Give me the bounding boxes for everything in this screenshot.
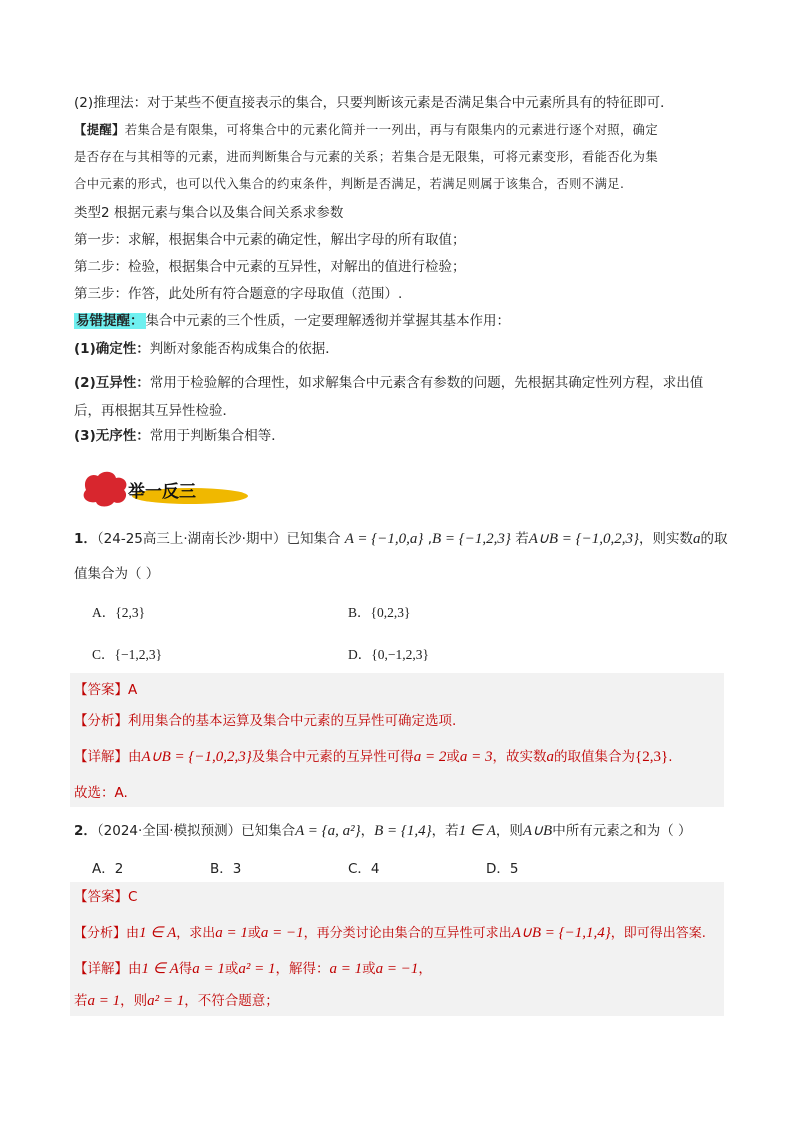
q2-detail-or: 或 [224,961,239,977]
q2-set-b: B = {1,4} [374,823,432,839]
q2-detail [74,960,432,978]
q1-number: 1． [74,531,97,547]
banner-blob-icon [84,472,127,507]
q1-analysis [74,712,456,730]
banner-title: 举一反三 [128,482,196,502]
q1-detail-eq1: a = 2 [413,749,447,765]
q1-stem-cont: 值集合为（ ） [74,566,160,582]
q1-choose: 故选：A. [74,785,128,801]
q1-cond-post: ，则实数 [639,531,693,547]
tip-line-3: 合中元素的形式，也可以代入集合的约束条件，判断是否满足，若满足则属于该集合，否则不满足. [74,177,625,191]
q1-detail-end: 的取值集合为 [554,749,636,765]
tip-line-2: 是否存在与其相等的元素，进而判断集合与元素的关系；若集合是无限集，可将元素变形，看能否化为集 [74,150,659,164]
q2-detail-end: ， [418,961,432,977]
tip-text-1: 若集合是有限集，可将集合中的元素化简并一一列出，再与有限集内的元素进行逐个对照，确定 [124,123,659,137]
q2-tail: 中所有元素之和为（ ） [552,823,692,839]
q2-detail-mid: 得 [178,961,193,977]
q2-stem [74,822,692,840]
q1-detail-label: 【详解】 [74,749,128,765]
q1-set-b: B = {−1,2,3} [432,531,511,547]
q2-case [74,992,279,1010]
q1-option-d[interactable]: D．{0,−1,2,3} [348,647,429,662]
q1-detail-eq2: a = 3 [459,749,493,765]
q2-detail-in: 1 ∈ A [141,961,179,977]
q2-analysis-mid: ，求出 [176,926,216,941]
q1-union: A∪B = {−1,0,2,3} [528,531,639,547]
q1-option-c[interactable]: C．{−1,2,3} [92,647,163,662]
q1-detail-mid: 及集合中元素的互异性可得 [251,749,414,765]
q2-analysis-union: A∪B = {−1,1,4} [511,925,611,941]
q1-cond-pre: 若 [510,531,529,547]
q1-detail-post: ，故实数 [492,749,547,765]
q2-cond: ，若 [431,823,459,839]
q1-option-a[interactable]: A．{2,3} [92,605,146,620]
q2-option-d[interactable]: D．5 [486,861,519,877]
q1-detail-union: A∪B = {−1,0,2,3} [141,749,252,765]
step-3: 第三步：作答，此处所有符合题意的字母取值（范围）. [74,286,403,302]
q1-sep: , [423,531,432,547]
property-2 [74,374,703,392]
q1-answer [74,681,137,699]
property-1-label: (1)确定性： [74,341,150,357]
property-2-text: 常用于检验解的合理性，如求解集合中元素含有参数的问题，先根据其确定性列方程，求出值 [149,375,704,391]
q1-detail-var: a [546,749,555,765]
q2-detail-eq2: a² = 1 [238,961,276,977]
property-1 [74,340,339,358]
q2-case-pre: 若 [74,993,88,1009]
property-3-label: (3)无序性： [74,428,150,444]
q2-answer-label: 【答案】 [74,889,128,905]
q1-set-a: A = {−1,0,a} [344,531,424,547]
q2-detail-label: 【详解】 [74,961,128,977]
q1-stem [74,530,728,548]
q1-detail-dot: . [668,749,673,765]
q2-detail-or2: 或 [362,961,376,977]
q2-analysis-label: 【分析】 [74,926,127,941]
property-3 [74,427,285,445]
q2-analysis-pre: 由 [126,926,140,941]
q2-option-a[interactable]: A．2 [92,861,124,877]
q1-detail-or: 或 [446,749,460,765]
q2-analysis-in: 1 ∈ A [139,925,177,941]
tip-label: 【提醒】 [74,122,125,137]
q2-analysis-eq1: a = 1 [215,925,248,941]
q1-detail-pre: 由 [128,749,142,765]
step-1: 第一步：求解，根据集合中元素的确定性，解出字母的所有取值； [74,232,466,248]
q2-case-eq2: a² = 1 [147,993,185,1009]
q2-detail-eq1: a = 1 [192,961,225,977]
q2-detail-pre: 由 [128,961,142,977]
q1-source: （24-25高三上·湖南长沙·期中）已知集合 [96,531,341,547]
tip-line-1 [74,121,658,139]
property-2-cont: 后，再根据其互异性检验． [74,403,236,419]
property-2-label: (2)互异性： [74,375,150,391]
q2-detail-eq4: a = −1 [375,961,419,977]
q2-case-eq: a = 1 [87,993,121,1009]
warning-line [74,312,510,330]
q2-option-c[interactable]: C．4 [348,861,380,877]
q2-cond3: ，则 [495,823,523,839]
q2-analysis-mid2: ，再分类讨论由集合的互异性可求出 [303,926,512,941]
q2-detail-mid2: ，解得： [275,961,330,977]
property-3-text: 常用于判断集合相等． [149,428,285,444]
q1-detail-set: {2,3} [635,749,669,765]
warning-text: 集合中元素的三个性质，一定要理解透彻并掌握其基本作用： [145,313,510,329]
step-2: 第二步：检验，根据集合中元素的互异性，对解出的值进行检验； [74,259,466,275]
q2-case-end: ，不符合题意； [184,993,279,1009]
q1-var: a [693,531,701,547]
q2-analysis-or: 或 [247,926,261,941]
q2-analysis-eq2: a = −1 [260,925,304,941]
type2-title: 类型2 根据元素与集合以及集合间关系求参数 [74,205,344,221]
warning-label: 易错提醒： [76,313,144,329]
q2-case-mid: ，则 [120,993,148,1009]
q1-answer-label: 【答案】 [74,682,128,698]
q1-analysis-label: 【分析】 [74,713,128,729]
q2-option-b[interactable]: B．3 [210,861,242,877]
q1-answer-value: A [128,682,138,698]
q2-answer-value: C [128,889,138,905]
q2-analysis-end: ，即可得出答案. [610,926,706,941]
q2-answer [74,888,137,906]
q1-option-b[interactable]: B．{0,2,3} [348,605,411,620]
q2-set-a: A = {a, a²} [295,823,361,839]
q2-sep: ， [360,823,375,839]
section-banner [80,468,250,510]
q2-detail-eq3: a = 1 [329,961,363,977]
q1-tail: 的取 [700,531,728,547]
q1-analysis-text: 利用集合的基本运算及集合中元素的互异性可确定选项. [128,713,457,729]
q1-detail [74,748,673,766]
method2-text: (2)推理法：对于某些不便直接表示的集合，只要判断该元素是否满足集合中元素所具有的特征即可． [74,95,674,111]
q2-union: A∪B [522,823,553,839]
q2-cond2: 1 ∈ A [458,823,496,839]
q2-source: （2024·全国·模拟预测）已知集合 [96,823,296,839]
q2-analysis [74,924,706,943]
q2-number: 2． [74,823,97,839]
property-1-text: 判断对象能否构成集合的依据． [149,341,339,357]
q1-answer-box [70,673,724,807]
